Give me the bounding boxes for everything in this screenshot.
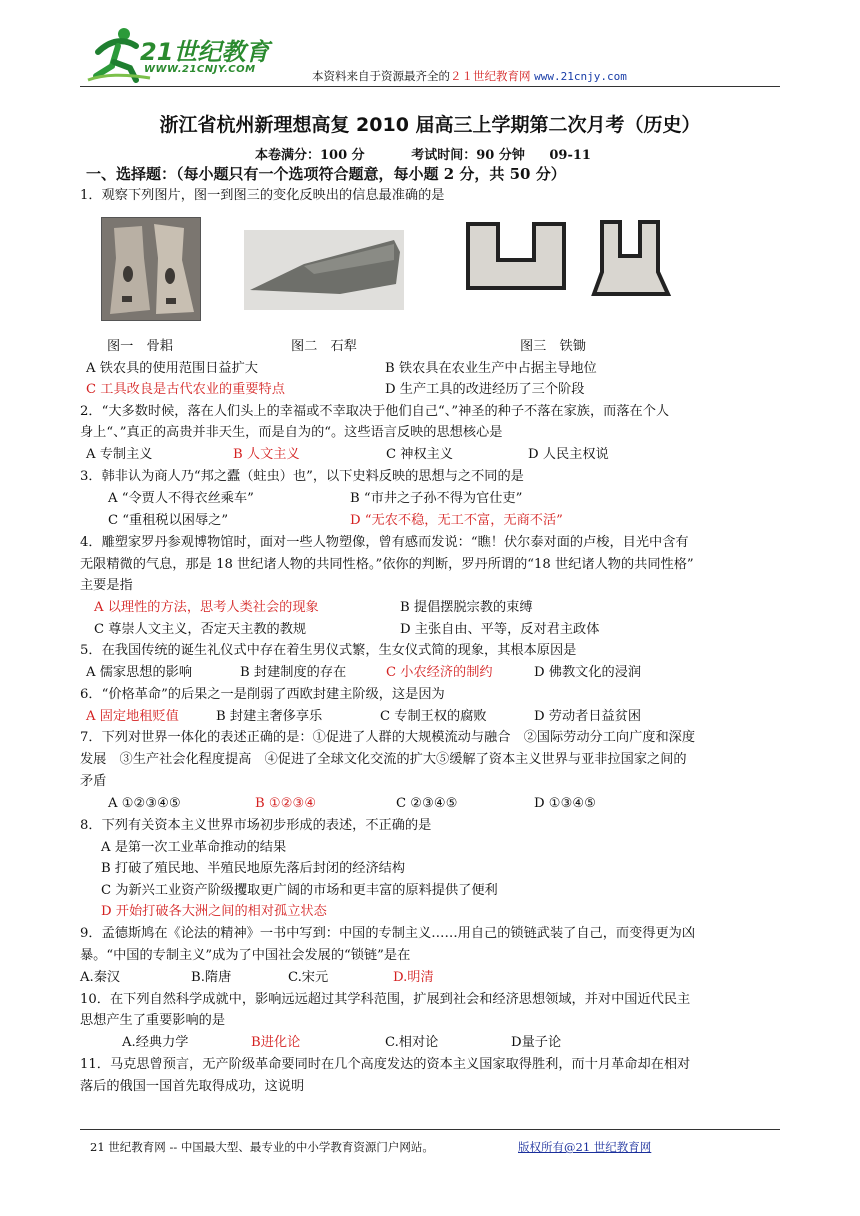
q10-stem-line1: 10．在下列自然科学成就中，影响远远超过其学科范围，扩展到社会和经济思想领域，并对中国近代民主: [80, 992, 691, 1007]
q4-option-a[interactable]: A 以理性的方法，思考人类社会的现象: [94, 600, 319, 615]
q7-stem-line2: 发展 ③生产社会化程度提高 ④促进了全球文化交流的扩大⑤缓解了资本主义世界与亚非拉国家之间的: [80, 752, 687, 767]
q9-option-a[interactable]: A.秦汉: [80, 970, 121, 985]
q7-option-c[interactable]: C ②③④⑤: [396, 796, 458, 811]
q2-option-d[interactable]: D 人民主权说: [528, 447, 609, 462]
q8-option-d[interactable]: D 开始打破各大洲之间的相对孤立状态: [101, 904, 327, 919]
q8-option-a[interactable]: A 是第一次工业革命推动的结果: [101, 840, 287, 855]
q1-stem: 1．观察下列图片，图一到图三的变化反映出的信息最准确的是: [80, 188, 445, 203]
figure-iron-hoe: [462, 216, 672, 300]
source-prefix: 本资料来自于资源最齐全的: [312, 69, 450, 83]
q1-option-c[interactable]: C 工具改良是古代农业的重要特点: [86, 382, 285, 397]
q1-option-a[interactable]: A 铁农具的使用范围日益扩大: [86, 361, 258, 376]
q3-option-d[interactable]: D “无农不稳，无工不富，无商不活”: [350, 513, 563, 528]
fig3-caption: 图三 铁锄: [520, 339, 586, 354]
q2-stem-line1: 2．“大多数时候，落在人们头上的幸福或不幸取决于他们自己“、”神圣的种子不落在家族，而落在个人: [80, 404, 670, 419]
q1-option-d[interactable]: D 生产工具的改进经历了三个阶段: [385, 382, 585, 397]
q4-option-d[interactable]: D 主张自由、平等，反对君主政体: [400, 622, 600, 637]
q3-option-a[interactable]: A “令贾人不得衣丝乘车”: [108, 491, 254, 506]
q2-option-a[interactable]: A 专制主义: [86, 447, 153, 462]
q5-stem: 5．在我国传统的诞生礼仪式中存在着生男仪式繁，生女仪式简的现象，其根本原因是: [80, 643, 577, 658]
q7-stem-line1: 7．下列对世界一体化的表述正确的是：①促进了人群的大规模流动与融合 ②国际劳动分工向广度和深度: [80, 730, 696, 745]
figure-stone-plough: [244, 230, 404, 310]
q4-stem-line1: 4．雕塑家罗丹参观博物馆时，面对一些人物塑像，曾有感而发说：“瞧！伏尔泰对面的卢梭，目光中含有: [80, 535, 689, 550]
q2-stem-line2: 身上“、”真正的高贵并非天生，而是自为的“。这些语言反映的思想核心是: [80, 425, 503, 440]
q3-option-b[interactable]: B “市井之子孙不得为官仕吏”: [350, 491, 523, 506]
q5-option-a[interactable]: A 儒家思想的影响: [86, 665, 193, 680]
fig1-caption: 图一 骨耜: [107, 339, 173, 354]
q7-option-b[interactable]: B ①②③④: [255, 796, 317, 811]
q4-option-b[interactable]: B 提倡摆脱宗教的束缚: [400, 600, 533, 615]
q6-option-a[interactable]: A 固定地租贬值: [86, 709, 179, 724]
q9-option-d[interactable]: D.明清: [393, 970, 434, 985]
q10-option-a[interactable]: A.经典力学: [122, 1035, 189, 1050]
q5-option-c[interactable]: C 小农经济的制约: [386, 665, 493, 680]
q10-option-d[interactable]: D量子论: [511, 1035, 562, 1050]
q4-stem-line2: 无限精微的气息，那是 18 世纪诸人物的共同性格。”依你的判断，罗丹所谓的“18 世纪诸人物的共同性格”: [80, 557, 694, 572]
q10-stem-line2: 思想产生了重要影响的是: [80, 1013, 226, 1028]
q2-option-b[interactable]: B 人文主义: [233, 447, 300, 462]
q8-option-c[interactable]: C 为新兴工业资产阶级攫取更广阔的市场和更丰富的原料提供了便利: [101, 883, 498, 898]
q9-stem-line1: 9．孟德斯鸠在《论法的精神》一书中写到：中国的专制主义……用自己的锁链武装了自己，而变得更为凶: [80, 926, 696, 941]
q1-option-b[interactable]: B 铁农具在农业生产中占据主导地位: [385, 361, 597, 376]
q9-option-c[interactable]: C.宋元: [288, 970, 329, 985]
q11-stem-line1: 11．马克思曾预言，无产阶级革命要同时在几个高度发达的资本主义国家取得胜利，而十月革命却在相对: [80, 1057, 691, 1072]
footer-copyright-link[interactable]: 版权所有@21 世纪教育网: [518, 1140, 652, 1154]
full-score: 本卷满分：100 分: [255, 148, 365, 163]
logo-title: 21世纪教育: [140, 38, 270, 66]
footer-rule: [80, 1129, 780, 1130]
q11-stem-line2: 落后的俄国一国首先取得成功，这说明: [80, 1079, 305, 1094]
q10-option-b[interactable]: B进化论: [251, 1035, 301, 1050]
exam-info: [255, 144, 591, 163]
q4-stem-line3: 主要是指: [80, 578, 133, 593]
q4-option-c[interactable]: C 尊崇人文主义，否定天主教的教规: [94, 622, 307, 637]
footer-left: 21 世纪教育网 -- 中国最大型、最专业的中小学教育资源门户网站。: [90, 1140, 434, 1154]
q6-option-b[interactable]: B 封建主奢侈享乐: [216, 709, 323, 724]
q7-option-d[interactable]: D ①③④⑤: [534, 796, 597, 811]
header-rule: [80, 86, 780, 87]
source-note: [312, 68, 627, 84]
source-site[interactable]: ２１世纪教育网: [450, 69, 531, 83]
exam-title: 浙江省杭州新理想高复 2010 届高三上学期第二次月考（历史）: [159, 114, 701, 136]
q3-stem: 3．韩非认为商人乃“邦之蠹（蛀虫）也”，以下史料反映的思想与之不同的是: [80, 469, 524, 484]
section-heading: 一、选择题：（每小题只有一个选项符合题意，每小题 2 分，共 50 分）: [86, 165, 566, 183]
site-logo[interactable]: [84, 22, 284, 86]
figure-bone-spade: [101, 217, 201, 321]
q6-option-d[interactable]: D 劳动者日益贫困: [534, 709, 642, 724]
q9-stem-line2: 暴。“中国的专制主义”成为了中国社会发展的“锁链”是在: [80, 948, 411, 963]
exam-time: 考试时间：90 分钟: [411, 148, 525, 163]
q6-option-c[interactable]: C 专制王权的腐败: [380, 709, 487, 724]
q2-option-c[interactable]: C 神权主义: [386, 447, 454, 462]
q6-stem: 6．“价格革命”的后果之一是削弱了西欧封建主阶级，这是因为: [80, 687, 445, 702]
q3-option-c[interactable]: C “重租税以困辱之”: [108, 513, 229, 528]
q5-option-d[interactable]: D 佛教文化的浸润: [534, 665, 642, 680]
q7-stem-line3: 矛盾: [80, 774, 107, 789]
q10-option-c[interactable]: C.相对论: [385, 1035, 439, 1050]
logo-url: WWW.21CNJY.COM: [144, 64, 256, 75]
source-url[interactable]: www.21cnjy.com: [534, 70, 627, 83]
q8-stem: 8．下列有关资本主义世界市场初步形成的表述，不正确的是: [80, 818, 432, 833]
exam-date: 09-11: [549, 148, 591, 163]
fig2-caption: 图二 石犁: [291, 339, 357, 354]
q8-option-b[interactable]: B 打破了殖民地、半殖民地原先落后封闭的经济结构: [101, 861, 406, 876]
q5-option-b[interactable]: B 封建制度的存在: [240, 665, 347, 680]
q7-option-a[interactable]: A ①②③④⑤: [108, 796, 181, 811]
q9-option-b[interactable]: B.隋唐: [191, 970, 232, 985]
